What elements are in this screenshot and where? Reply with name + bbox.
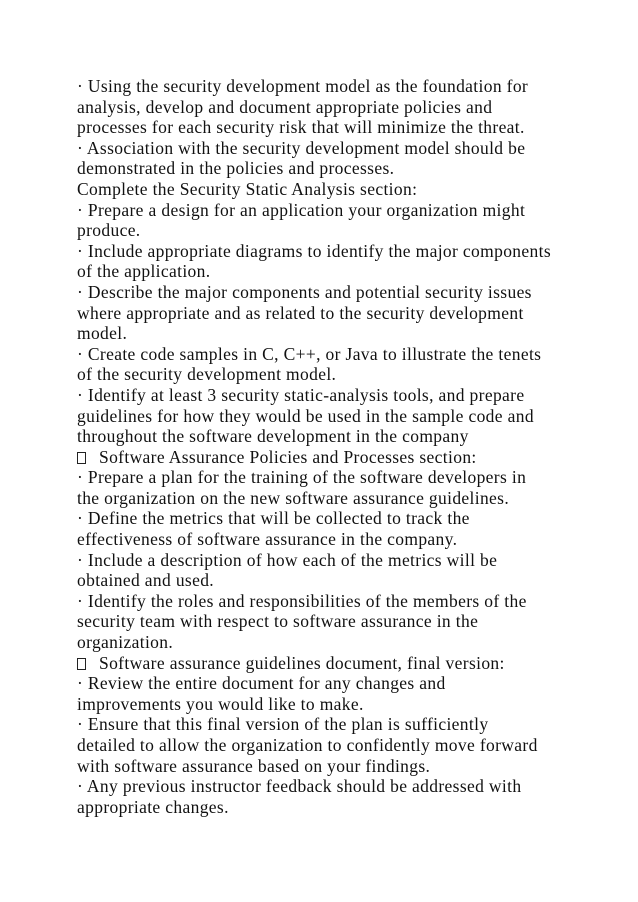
text-line: · Define the metrics that will be collected to track the [77, 508, 470, 529]
text-line: · Association with the security development model should be [77, 137, 526, 158]
section-heading: Software Assurance Policies and Processes section: [99, 446, 477, 467]
text-line: organization. [77, 632, 174, 653]
text-line: · Ensure that this final version of the plan is sufficiently [77, 714, 489, 735]
text-line: · Identify the roles and responsibilities of the members of the [77, 590, 527, 611]
text-line: · Using the security development model as the foundation for [77, 76, 529, 96]
text-line: produce. [77, 220, 141, 241]
text-line: of the security development model. [77, 364, 337, 385]
text-line: effectiveness of software assurance in the company. [77, 529, 458, 550]
text-line: · Create code samples in C, C++, or Java to illustrate the tenets [77, 343, 542, 364]
text-line: · Prepare a design for an application your organization might [77, 199, 526, 220]
text-line: of the application. [77, 261, 211, 282]
text-line: model. [77, 323, 128, 344]
text-line: · Prepare a plan for the training of the software developers in [77, 467, 527, 488]
section-heading: Complete the Security Static Analysis section: [77, 178, 418, 199]
text-line: processes for each security risk that will minimize the threat. [77, 117, 525, 138]
text-line: · Describe the major components and potential security issues [77, 281, 532, 302]
text-line: · Include a description of how each of the metrics will be [77, 549, 498, 570]
text-line: where appropriate and as related to the security development [77, 302, 524, 323]
text-line: appropriate changes. [77, 796, 229, 817]
text-line: improvements you would like to make. [77, 693, 364, 714]
text-line: obtained and used. [77, 570, 215, 591]
text-line: · Identify at least 3 security static-analysis tools, and prepare [77, 384, 525, 405]
missing-glyph-icon [77, 658, 86, 670]
section-heading-line [77, 653, 577, 674]
text-line: · Review the entire document for any changes and [77, 673, 446, 694]
text-line: · Any previous instructor feedback should be addressed with [77, 776, 522, 797]
missing-glyph-icon [77, 452, 86, 464]
section-heading-line [77, 447, 577, 468]
text-line: with software assurance based on your findings. [77, 755, 431, 776]
text-line: demonstrated in the policies and processes. [77, 158, 395, 179]
text-line: security team with respect to software assurance in the [77, 611, 479, 632]
section-heading: Software assurance guidelines document, final version: [99, 652, 505, 673]
text-line: the organization on the new software assurance guidelines. [77, 487, 510, 508]
text-line: detailed to allow the organization to confidently move forward [77, 735, 538, 755]
text-line: analysis, develop and document appropriate policies and [77, 96, 493, 117]
text-line: guidelines for how they would be used in the sample code and [77, 405, 534, 426]
text-line: · Include appropriate diagrams to identify the major components [77, 240, 551, 261]
text-line: throughout the software development in the company [77, 426, 469, 447]
document-body [77, 76, 577, 817]
